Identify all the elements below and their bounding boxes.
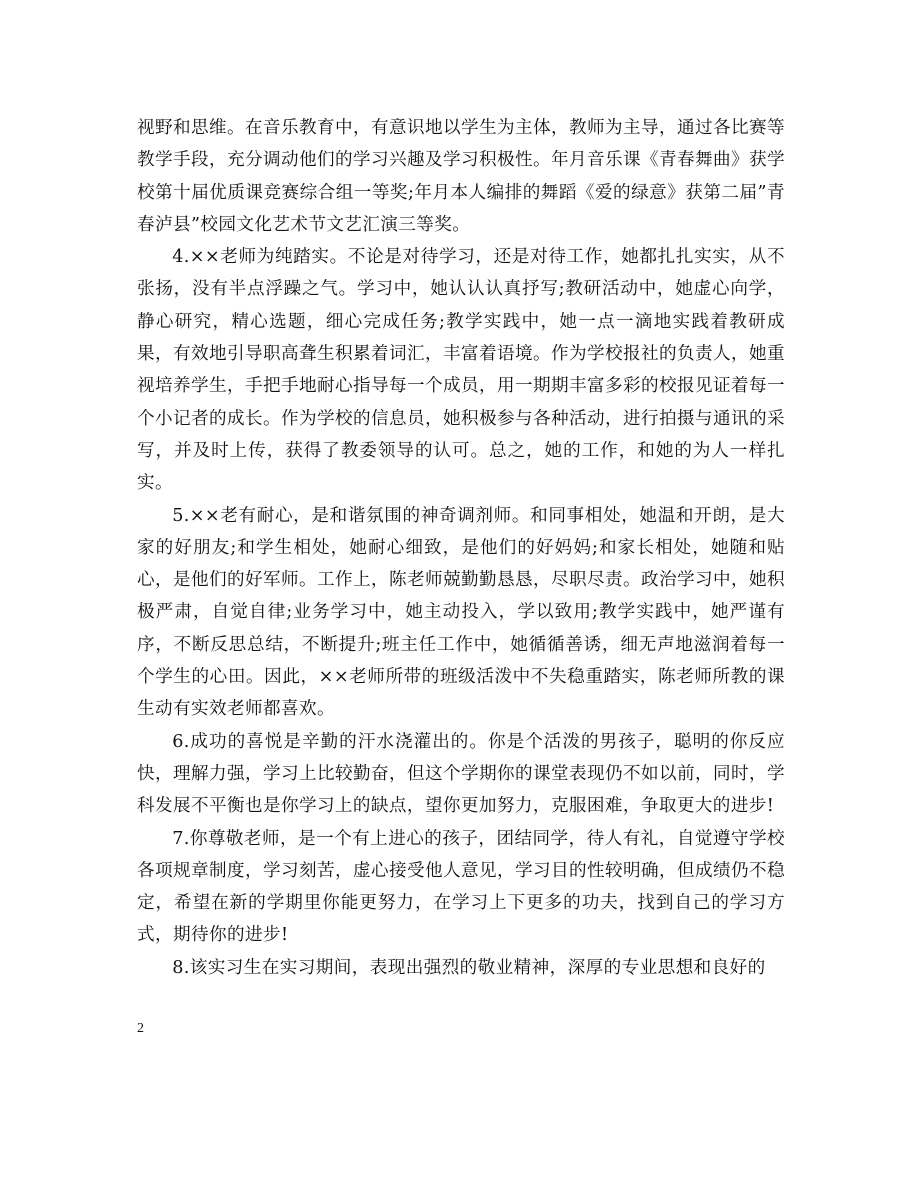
page-number: 2 — [137, 1021, 144, 1036]
paragraph-item-4: 4.××老师为纯踏实。不论是对待学习，还是对待工作，她都扎扎实实，从不张扬，没有半点浮躁之气。学习中，她认认认真抒写;教研活动中，她虚心向学，静心研究，精心选题，细心完成任务;教学实践中，她一点一滴地实践着教研成果，有效地引导职高聋生积累着词汇，丰富着语境。作为学校报社的负责人，她重视培养学生，手把手地耐心指导每一个成员，用一期期丰富多彩的校报见证着每一个小记者的成长。作为学校的信息员，她积极参与各种活动，进行拍摄与通讯的采写，并及时上传，获得了教委领导的认可。总之，她的工作，和她的为人一样扎实。 — [137, 247, 785, 494]
paragraph-item-8: 8.该实习生在实习期间，表现出强烈的敬业精神，深厚的专业思想和良好的 — [172, 957, 766, 978]
paragraph-continued: 视野和思维。在音乐教育中，有意识地以学生为主体，教师为主导，通过各比赛等教学手段，充分调动他们的学习兴趣及学习积极性。年月音乐课《青春舞曲》获学校第十届优质课竞赛综合组一等奖;年月本人编排的舞蹈《爱的绿意》获第二届”青春泸县”校园文化艺术节文艺汇演三等奖。 — [137, 118, 785, 235]
paragraph-item-5: 5.××老有耐心，是和谐氛围的神奇调剂师。和同事相处，她温和开朗，是大家的好朋友;和学生相处，她耐心细致，是他们的好妈妈;和家长相处，她随和贴心，是他们的好军师。工作上，陈老师兢勤勤恳恳，尽职尽责。政治学习中，她积极严肃，自觉自律;业务学习中，她主动投入，学以致用;教学实践中，她严谨有序，不断反思总结，不断提升;班主任工作中，她循循善诱，细无声地滋润着每一个学生的心田。因此，××老师所带的班级活泼中不失稳重踏实，陈老师所教的课生动有实效老师都喜欢。 — [137, 505, 785, 720]
paragraph-item-7: 7.你尊敬老师，是一个有上进心的孩子，团结同学，待人有礼，自觉遵守学校各项规章制度，学习刻苦，虚心接受他人意见，学习目的性较明确，但成绩仍不稳定，希望在新的学期里你能更努力，在学习上下更多的功夫，找到自己的学习方式，期待你的进步! — [137, 828, 785, 946]
paragraph-item-6: 6.成功的喜悦是辛勤的汗水浇灌出的。你是个活泼的男孩子，聪明的你反应快，理解力强，学习上比较勤奋，但这个学期你的课堂表现仍不如以前，同时，学科发展不平衡也是你学习上的缺点，望你更加努力，克服困难，争取更大的进步! — [137, 731, 785, 817]
document-page — [137, 112, 785, 984]
